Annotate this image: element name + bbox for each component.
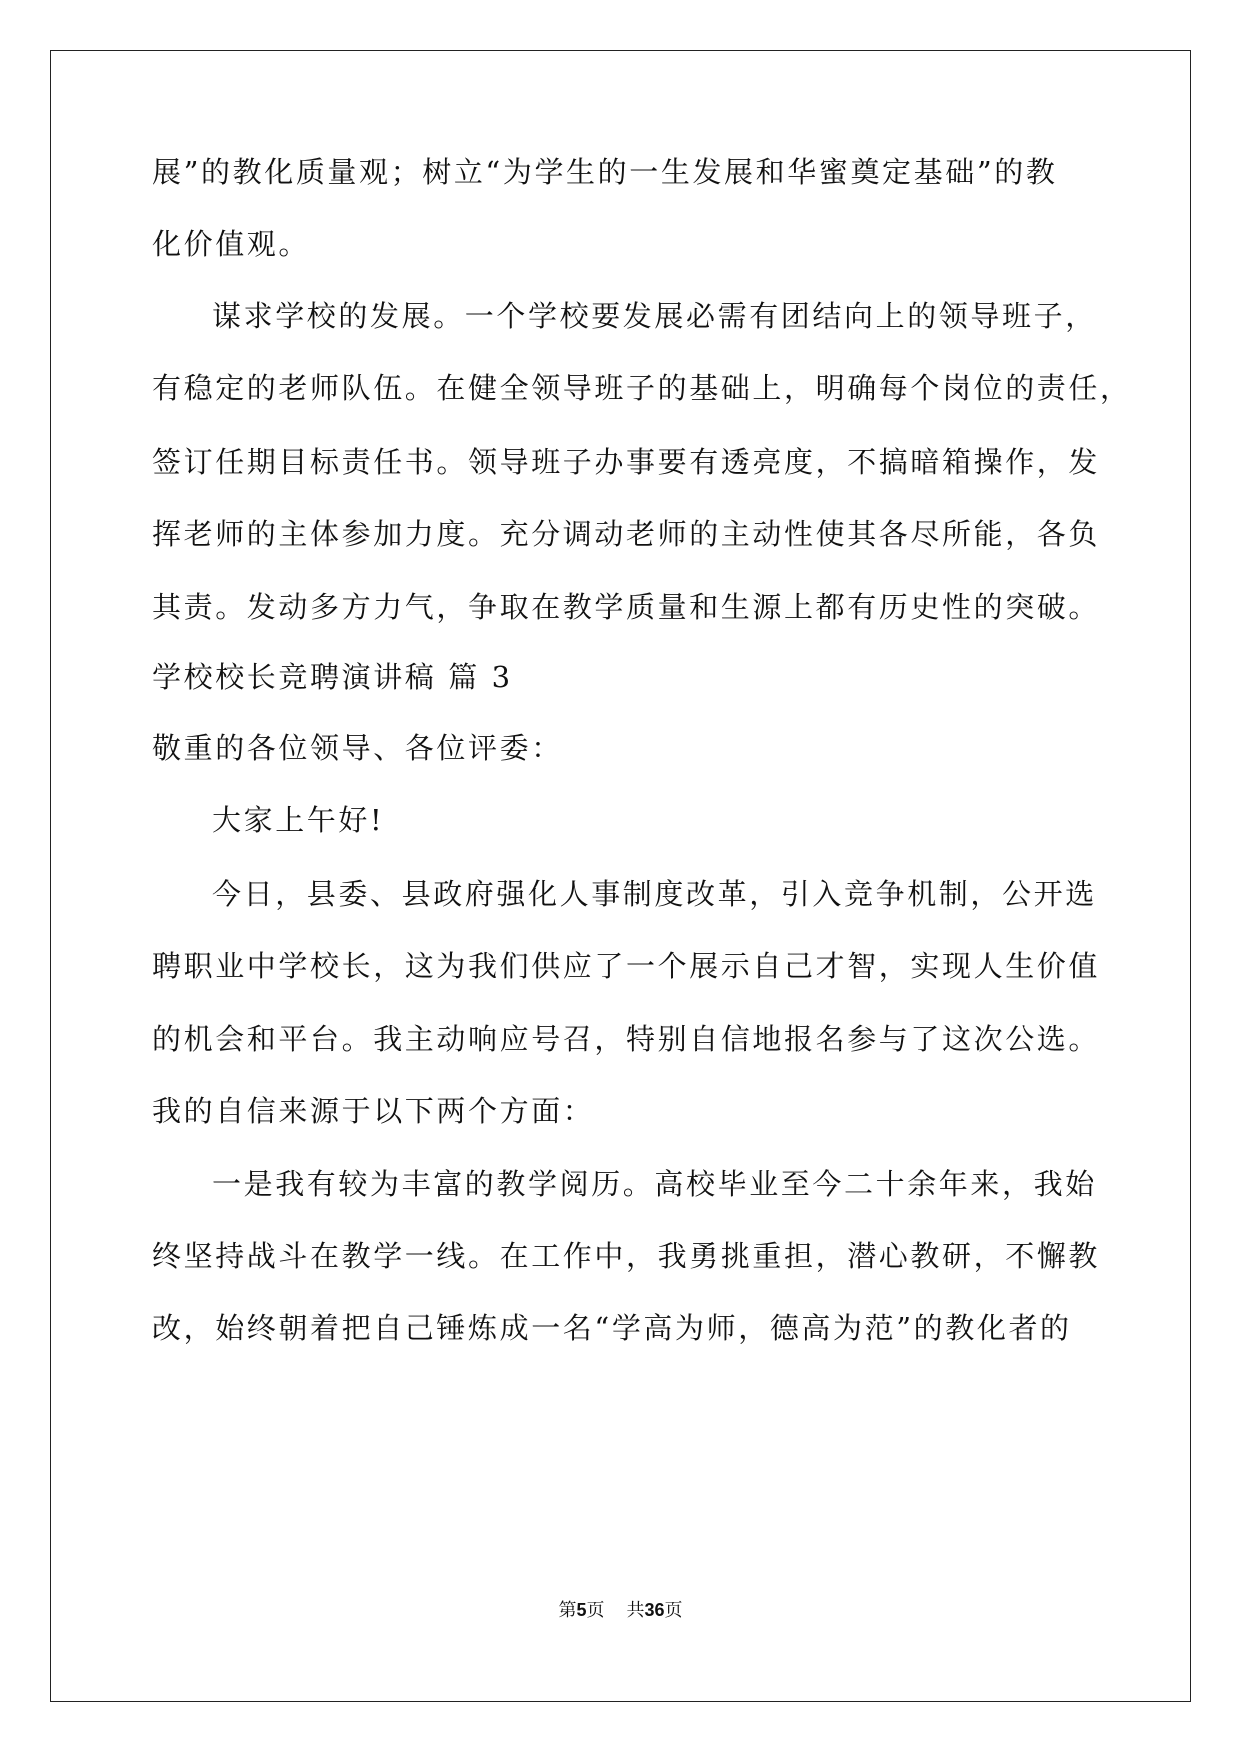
footer-page-prefix: 第 — [558, 1600, 577, 1621]
greeting: 大家上午好! — [212, 803, 385, 837]
text-line: 终坚持战斗在教学一线。在工作中，我勇挑重担，潜心教研，不懈教 — [152, 1239, 1101, 1273]
text-line: 的机会和平台。我主动响应号召，特别自信地报名参与了这次公选。 — [152, 1022, 1101, 1056]
text-line: 挥老师的主体参加力度。充分调动老师的主动性使其各尽所能，各负 — [152, 517, 1101, 551]
text-line: 聘职业中学校长，这为我们供应了一个展示自己才智，实现人生价值 — [152, 949, 1101, 983]
salutation: 敬重的各位领导、各位评委： — [152, 731, 563, 765]
footer-total-pages: 36 — [644, 1600, 665, 1620]
footer-total-suffix: 页 — [664, 1600, 683, 1621]
text-line: 化价值观。 — [152, 227, 311, 261]
paragraph-first-line: 谋求学校的发展。一个学校要发展必需有团结向上的领导班子， — [212, 299, 1097, 333]
paragraph-first-line: 一是我有较为丰富的教学阅历。高校毕业至今二十余年来，我始 — [212, 1167, 1097, 1201]
text-line: 改，始终朝着把自己锤炼成一名“学高为师，德高为范”的教化者的 — [152, 1311, 1072, 1345]
text-line: 我的自信来源于以下两个方面： — [152, 1094, 595, 1128]
paragraph-first-line: 今日，县委、县政府强化人事制度改革，引入竞争机制，公开选 — [212, 877, 1097, 911]
text-line: 签订任期目标责任书。领导班子办事要有透亮度，不搞暗箱操作，发 — [152, 445, 1101, 479]
page-footer — [0, 1598, 1241, 1623]
text-line: 展”的教化质量观；树立“为学生的一生发展和华蜜奠定基础”的教 — [152, 155, 1058, 189]
footer-page-suffix: 页 — [586, 1600, 605, 1621]
footer-total-prefix: 共 — [626, 1600, 645, 1621]
section-heading: 学校校长竞聘演讲稿 篇 3 — [152, 660, 513, 694]
text-line: 有稳定的老师队伍。在健全领导班子的基础上，明确每个岗位的责任， — [152, 371, 1132, 405]
footer-page-number: 5 — [576, 1600, 587, 1620]
text-line: 其责。发动多方力气，争取在教学质量和生源上都有历史性的突破。 — [152, 590, 1101, 624]
